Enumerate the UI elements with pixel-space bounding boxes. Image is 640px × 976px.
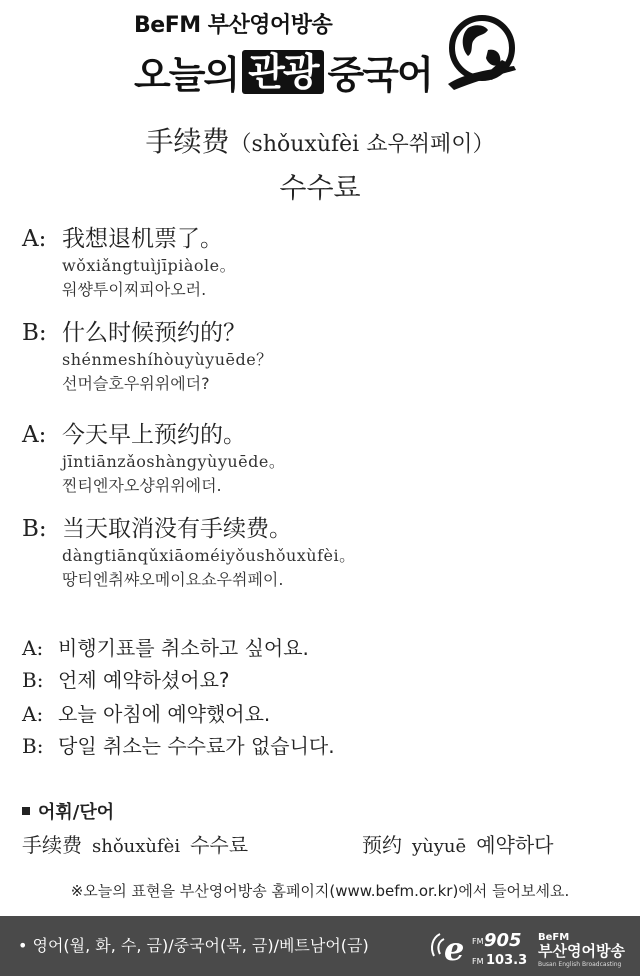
footer-brand-korean: 부산영어방송 [538,942,625,960]
lesson-title [0,120,640,160]
chinese-sentence: 今天早上预约的。 [62,422,246,448]
footnote: ※오늘의 표현을 부산영어방송 홈페이지(www.befm.or.kr)에서 들어보세요. [70,882,570,900]
footer-brand-english: Busan English Broadcasting [538,961,622,968]
svg-text:FM: FM [472,937,484,946]
vocab-item [362,829,553,858]
vocab-korean: 예약하다 [476,833,554,857]
pronunciation-line: 워썅투이찌피아오러. [62,280,207,299]
translation-line [22,634,309,662]
translation-text: 언제 예약하셨어요? [58,668,230,692]
radio-wave-icon [432,934,444,956]
series-prefix: 오늘의 [134,53,239,97]
pronunciation-line: 찐티엔자오샹위위에더. [62,476,222,495]
series-boxed-word: 관광 [242,50,323,94]
dialogue-turn [22,224,236,302]
globe-airplane-icon [444,10,520,94]
speaker-label: B: [22,320,47,346]
dialogue-turn [22,514,356,592]
speaker-label: B: [22,734,44,758]
speaker-label: A: [22,226,47,252]
vocab-chinese: 手续费 [22,833,82,857]
translation-line [22,666,230,694]
lesson-korean-title: 수수료 [279,171,361,204]
pinyin-line: shénmeshíhòuyùyuēde？ [62,350,273,369]
translation-text: 비행기표를 취소하고 싶어요. [58,636,309,660]
broadcast-schedule: • 영어(월, 화, 수, 금)/중국어(목, 금)/베트남어(금) [18,936,369,955]
chinese-sentence: 我想退机票了。 [62,226,223,252]
dialogue-turn [22,420,285,498]
pinyin-line: wǒxiǎngtuìjīpiàole。 [62,256,237,275]
speaker-label: A: [22,636,44,660]
station-name: BeFM 부산영어방송 [134,13,333,38]
vocab-pinyin: shǒuxùfèi [92,836,181,857]
svg-text:103.3: 103.3 [486,953,528,968]
vocab-item [22,829,248,858]
vocab-korean: 수수료 [190,833,249,857]
translation-line [22,732,335,760]
chinese-sentence: 当天取消没有手续费。 [62,516,292,542]
footer-brand: BeFM [538,932,570,943]
vocab-heading [22,798,114,824]
vocab-pinyin: yùyuē [412,836,467,857]
translation-text: 당일 취소는 수수료가 없습니다. [58,734,335,758]
befm-footer-logo [426,924,636,970]
speaker-label: B: [22,516,47,542]
pinyin-line: dàngtiānqǔxiāoméiyǒushǒuxùfèi。 [62,546,356,565]
vocab-heading-text: 어휘/단어 [38,802,115,823]
speaker-label: A: [22,702,44,726]
dialogue-turn [22,318,273,396]
pronunciation-line: 땅티엔취쌰오메이요쇼우쒸페이. [62,570,284,589]
pinyin-line: jīntiānzǎoshàngyùyuēde。 [62,452,286,471]
square-bullet-icon [22,807,30,815]
chinese-sentence: 什么时候预约的？ [62,320,246,346]
translation-text: 오늘 아침에 예약했어요. [58,702,271,726]
vocab-chinese: 预约 [362,833,402,857]
speaker-label: B: [22,668,44,692]
series-title [134,44,432,99]
translation-line [22,700,270,728]
pronunciation-line: 선머슬호우위위에더? [62,374,210,393]
svg-text:FM: FM [472,957,484,966]
series-suffix: 중국어 [327,53,432,97]
freq-main: 905 [484,930,522,951]
lesson-chinese-term: 手续费 [145,125,230,158]
befm-e-logo: e [444,930,465,968]
lesson-romanization: （shǒuxùfèi 쇼우쒸페이） [229,132,495,157]
speaker-label: A: [22,422,47,448]
